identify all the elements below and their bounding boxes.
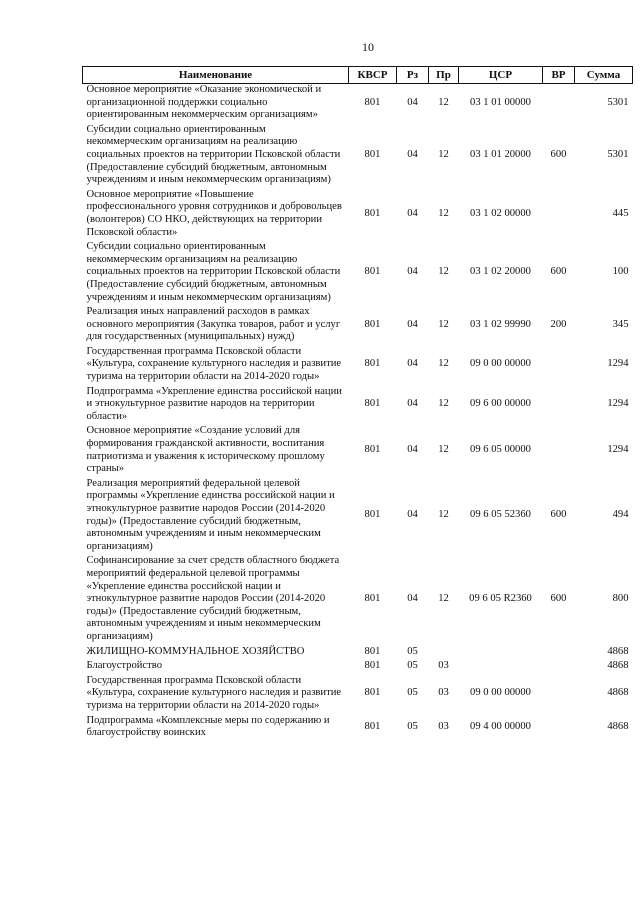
row-name: Реализация мероприятий федеральной целевой программы «Укрепление единства российской нации и этнокультурное развитие народов России (2014-2020 годы)» (Предоставление субсидий бюджетным, автономным учреждениям и иным некоммерческим организациям)	[86, 477, 335, 552]
row-pr: 03	[438, 687, 449, 699]
row-vr	[543, 646, 575, 661]
row-sum: 494	[612, 509, 629, 521]
row-csr: 03 1 02 00000	[470, 207, 531, 219]
header-name: Наименование	[83, 67, 349, 84]
row-rz: 04	[407, 398, 418, 410]
row-kvsr: 801	[364, 444, 381, 456]
table-body	[83, 84, 633, 742]
row-kvsr: 801	[364, 96, 381, 108]
row-pr: 03	[438, 720, 449, 732]
row-rz: 04	[407, 509, 418, 521]
row-sum: 5301	[607, 148, 629, 160]
row-pr: 12	[438, 318, 449, 330]
row-name: Основное мероприятие «Создание условий для формирования гражданской активности, воспитания патриотизма и уважения к историческому прошлому страны»	[86, 425, 325, 475]
row-csr: 09 0 00 00000	[470, 687, 531, 699]
table-row	[83, 306, 633, 346]
row-vr: 600	[550, 266, 567, 278]
row-pr: 12	[438, 398, 449, 410]
row-vr	[543, 715, 575, 742]
table-row	[83, 346, 633, 386]
row-rz: 04	[407, 266, 418, 278]
row-sum: 4868	[607, 660, 629, 672]
row-kvsr: 801	[364, 207, 381, 219]
row-pr: 03	[438, 660, 449, 672]
row-name: Подпрограмма «Укрепление единства российской нации и этнокультурное развитие народов на территории области»	[86, 385, 342, 422]
row-csr: 09 0 00 00000	[470, 358, 531, 370]
table-row	[83, 715, 633, 742]
row-rz: 04	[407, 148, 418, 160]
row-vr: 200	[550, 318, 567, 330]
table-row	[83, 241, 633, 306]
row-rz: 05	[407, 687, 418, 699]
row-rz: 04	[407, 358, 418, 370]
row-kvsr: 801	[364, 509, 381, 521]
row-kvsr: 801	[364, 266, 381, 278]
row-kvsr: 801	[364, 148, 381, 160]
row-sum: 1294	[607, 444, 629, 456]
row-vr	[543, 84, 575, 124]
row-rz: 04	[407, 318, 418, 330]
row-name: Благоустройство	[86, 660, 162, 672]
table-row	[83, 189, 633, 241]
table-row	[83, 386, 633, 426]
row-rz: 05	[407, 660, 418, 672]
row-vr: 600	[550, 148, 567, 160]
row-name: Субсидии социально ориентированным некоммерческим организациям на реализацию социальных проектов на территории Псковской области (Предоставление субсидий бюджетным, автономным учреждениям и иным некоммерческим организациям)	[86, 123, 341, 186]
row-pr: 12	[438, 207, 449, 219]
budget-table	[82, 66, 633, 742]
header-vr: ВР	[543, 67, 575, 84]
row-kvsr: 801	[364, 660, 381, 672]
row-pr: 12	[438, 358, 449, 370]
table-row	[83, 425, 633, 477]
row-rz: 04	[407, 444, 418, 456]
row-sum: 4868	[607, 720, 629, 732]
row-name: Основное мероприятие «Оказание экономической и организационной поддержки социально ориентированным некоммерческим организациям»	[86, 84, 322, 121]
row-name: Реализация иных направлений расходов в рамках основного мероприятия (Закупка товаров, работ и услуг для государственных (муниципальных) нужд)	[86, 306, 341, 343]
row-sum: 800	[612, 593, 629, 605]
row-vr	[543, 425, 575, 477]
header-rz: Рз	[397, 67, 429, 84]
row-pr	[429, 646, 459, 661]
row-rz: 04	[407, 207, 418, 219]
header-csr: ЦСР	[459, 67, 543, 84]
row-vr: 600	[550, 593, 567, 605]
row-kvsr: 801	[364, 645, 381, 657]
row-vr	[543, 346, 575, 386]
row-vr: 600	[550, 509, 567, 521]
row-vr	[543, 675, 575, 715]
row-csr: 09 4 00 00000	[470, 720, 531, 732]
row-csr: 09 6 05 R2360	[469, 593, 532, 605]
row-rz: 05	[407, 645, 418, 657]
table-row	[83, 646, 633, 661]
row-csr	[459, 660, 543, 675]
row-name: Государственная программа Псковской области «Культура, сохранение культурного наследия и развитие туризма на территории области на 2014-2020 годы»	[86, 345, 342, 383]
row-vr	[543, 386, 575, 426]
row-csr: 03 1 02 20000	[470, 266, 531, 278]
row-kvsr: 801	[364, 593, 381, 605]
row-pr: 12	[438, 509, 449, 521]
row-csr	[459, 646, 543, 661]
row-sum: 4868	[607, 687, 629, 699]
table-row	[83, 84, 633, 124]
row-csr: 03 1 01 20000	[470, 148, 531, 160]
row-name: Софинансирование за счет средств областного бюджета мероприятий федеральной целевой программы «Укрепление единства российской нации и этнокультурное развитие народов России (2014-2020 годы)» (Предоставление субсидий бюджетным, автономным учреждениям и иным некоммерческим организациям)	[86, 555, 340, 642]
row-kvsr: 801	[364, 398, 381, 410]
page-number: 10	[362, 40, 374, 54]
row-csr: 09 6 05 00000	[470, 444, 531, 456]
row-kvsr: 801	[364, 318, 381, 330]
table-row	[83, 675, 633, 715]
row-csr: 03 1 01 00000	[470, 96, 531, 108]
row-pr: 12	[438, 266, 449, 278]
row-kvsr: 801	[364, 687, 381, 699]
row-pr: 12	[438, 444, 449, 456]
row-vr	[543, 189, 575, 241]
row-kvsr: 801	[364, 358, 381, 370]
row-sum: 345	[612, 318, 629, 330]
row-name: Основное мероприятие «Повышение профессионального уровня сотрудников и добровольцев (волонтеров) СО НКО, действующих на территории Псковской области»	[86, 188, 342, 238]
table-row	[83, 555, 633, 645]
row-name: Государственная программа Псковской области «Культура, сохранение культурного наследия и развитие туризма на территории области на 2014-2020 годы»	[86, 674, 342, 711]
table-header	[83, 67, 633, 84]
row-sum: 1294	[607, 358, 629, 370]
row-kvsr: 801	[364, 720, 381, 732]
row-pr: 12	[438, 148, 449, 160]
row-pr: 12	[438, 96, 449, 108]
table-row	[83, 124, 633, 189]
header-pr: Пр	[429, 67, 459, 84]
row-name: Подпрограмма «Комплексные меры по содержанию и благоустройству воинских	[86, 714, 330, 739]
table-row	[83, 660, 633, 675]
row-pr: 12	[438, 593, 449, 605]
table-row	[83, 478, 633, 556]
row-sum: 100	[612, 266, 629, 278]
row-sum: 445	[612, 207, 629, 219]
row-name: Субсидии социально ориентированным некоммерческим организациям на реализацию социальных проектов на территории Псковской области (Предоставление субсидий бюджетным, автономным учреждениям и иным некоммерческим организациям)	[86, 241, 341, 303]
row-name: ЖИЛИЩНО-КОММУНАЛЬНОЕ ХОЗЯЙСТВО	[86, 645, 305, 657]
row-sum: 4868	[607, 645, 629, 657]
row-csr: 03 1 02 99990	[470, 318, 531, 330]
row-vr	[543, 660, 575, 675]
header-sum: Сумма	[575, 67, 633, 84]
row-rz: 05	[407, 720, 418, 732]
row-rz: 04	[407, 593, 418, 605]
row-sum: 5301	[607, 96, 629, 108]
row-csr: 09 6 05 52360	[470, 509, 531, 521]
row-rz: 04	[407, 96, 418, 108]
row-sum: 1294	[607, 398, 629, 410]
row-csr: 09 6 00 00000	[470, 398, 531, 410]
header-kvsr: КВСР	[349, 67, 397, 84]
